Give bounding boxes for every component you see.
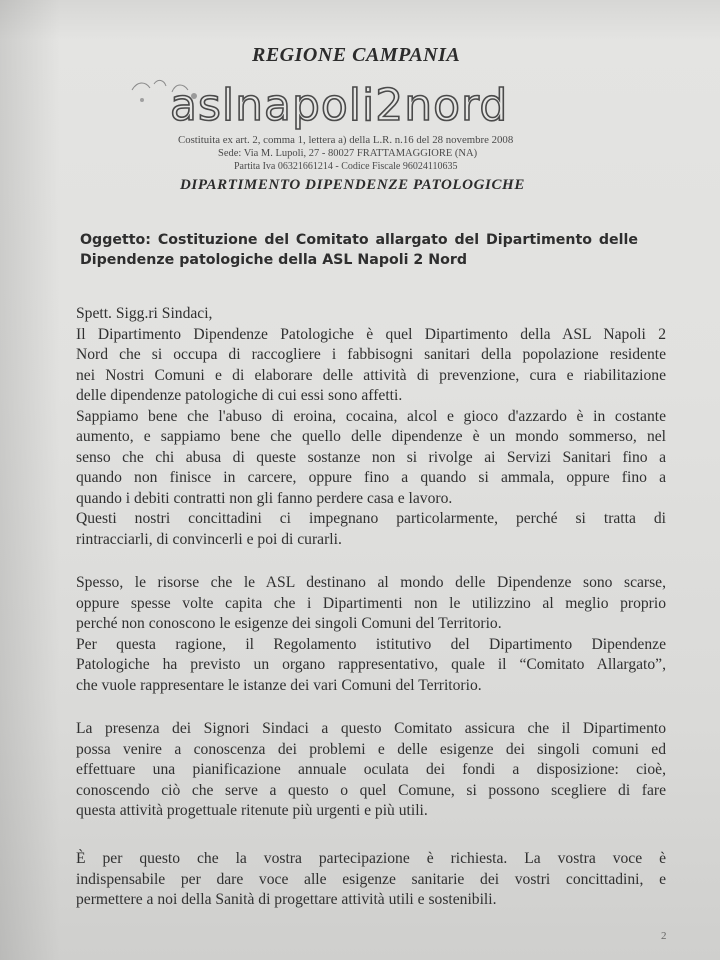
paragraph-participation bbox=[76, 849, 666, 911]
body-line: che vuole rappresentare le istanze dei vari Comuni del Territorio. bbox=[76, 676, 482, 694]
institution-line: Sede: Via M. Lupoli, 27 - 80027 FRATTAMAGGIORE (NA) bbox=[218, 148, 478, 159]
department-title: DIPARTIMENTO DIPENDENZE PATOLOGICHE bbox=[180, 177, 525, 193]
body-line: conoscendo ciò che serve a questo o quel Comune, si possono scegliere di fare bbox=[76, 781, 666, 799]
body-line: È per questo che la vostra partecipazione è richiesta. La vostra voce è bbox=[76, 850, 666, 867]
body-line: rintracciarli, di convincerli e poi di curarli. bbox=[76, 530, 342, 548]
body-line: Nord che si occupa di raccogliere i fabbisogni sanitari della popolazione residente bbox=[76, 346, 666, 363]
body-line: Spesso, le risorse che le ASL destinano al mondo delle Dipendenze sono scarse, bbox=[76, 574, 666, 591]
body-line: aumento, e sappiamo bene che quello delle dipendenze è un mondo sommerso, nel bbox=[76, 428, 666, 445]
body-line: questa attività progettuale ritenute più urgenti e più utili. bbox=[76, 802, 428, 819]
institution-line: Partita Iva 06321661214 - Codice Fiscale 96024110635 bbox=[234, 161, 458, 172]
body-line: Sappiamo bene che l'abuso di eroina, cocaina, alcol e gioco d'azzardo è in costante bbox=[76, 407, 666, 425]
body-line: Questi nostri concittadini ci impegnano particolarmente, perché si tratta di bbox=[76, 510, 666, 527]
body-line: permettere a noi della Sanità di progettare attività utili e sostenibili. bbox=[76, 891, 497, 908]
region-title: REGIONE CAMPANIA bbox=[252, 44, 461, 66]
asl-logo: aslnapoli2nord bbox=[170, 80, 509, 131]
body-line: oppure spesse volte capita che i Dipartimenti non le utilizzino al meglio proprio bbox=[76, 594, 666, 612]
body-line: nei Nostri Comuni e di elaborare delle attività di prevenzione, cura e riabilitazione bbox=[76, 366, 666, 384]
body-line: Per questa ragione, il Regolamento istitutivo del Dipartimento Dipendenze bbox=[76, 635, 666, 653]
body-line: possa venire a conoscenza dei problemi e delle esigenze dei singoli comuni ed bbox=[76, 740, 666, 758]
body-line: indispensabile per dare voce alle esigenze sanitarie dei vostri concittadini, e bbox=[76, 870, 666, 888]
body-line: perché non conoscono le esigenze dei singoli Comuni del Territorio. bbox=[76, 615, 502, 632]
body-line: delle dipendenze patologiche di cui essi sono affetti. bbox=[76, 387, 403, 404]
subject-text: Dipendenze patologiche della ASL Napoli 2 Nord bbox=[80, 252, 467, 268]
body-line: Il Dipartimento Dipendenze Patologiche è quel Dipartimento della ASL Napoli 2 bbox=[76, 325, 666, 343]
body-line: La presenza dei Signori Sindaci a questo Comitato assicura che il Dipartimento bbox=[76, 720, 666, 737]
body-line: senso che chi abusa di queste sostanze non si rivolge ai Servizi Sanitari fino a bbox=[76, 448, 666, 466]
subject-text: Oggetto: Costituzione del Comitato allargato del Dipartimento delle bbox=[80, 232, 638, 248]
body-line: Patologiche ha previsto un organo rappresentativo, quale il “Comitato Allargato”, bbox=[76, 656, 666, 673]
paragraph-mayors bbox=[76, 719, 666, 822]
paragraph-intro bbox=[76, 304, 666, 550]
page-number: 2 bbox=[661, 930, 667, 942]
body-line: Spett. Sigg.ri Sindaci, bbox=[76, 305, 213, 322]
page-shadow-top bbox=[0, 0, 720, 40]
page-shadow bbox=[0, 0, 60, 960]
paragraph-resources bbox=[76, 573, 666, 696]
institution-line: Costituita ex art. 2, comma 1, lettera a) della L.R. n.16 del 28 novembre 2008 bbox=[178, 134, 514, 146]
body-line: quando non finisce in carcere, oppure fino a quando si ammala, oppure fino a bbox=[76, 469, 666, 486]
body-line: quando i debiti contratti non gli fanno perdere casa e lavoro. bbox=[76, 489, 453, 507]
body-line: effettuare una pianificazione annuale oculata dei fondi a disposizione: cioè, bbox=[76, 761, 666, 778]
subject-line bbox=[80, 230, 638, 270]
